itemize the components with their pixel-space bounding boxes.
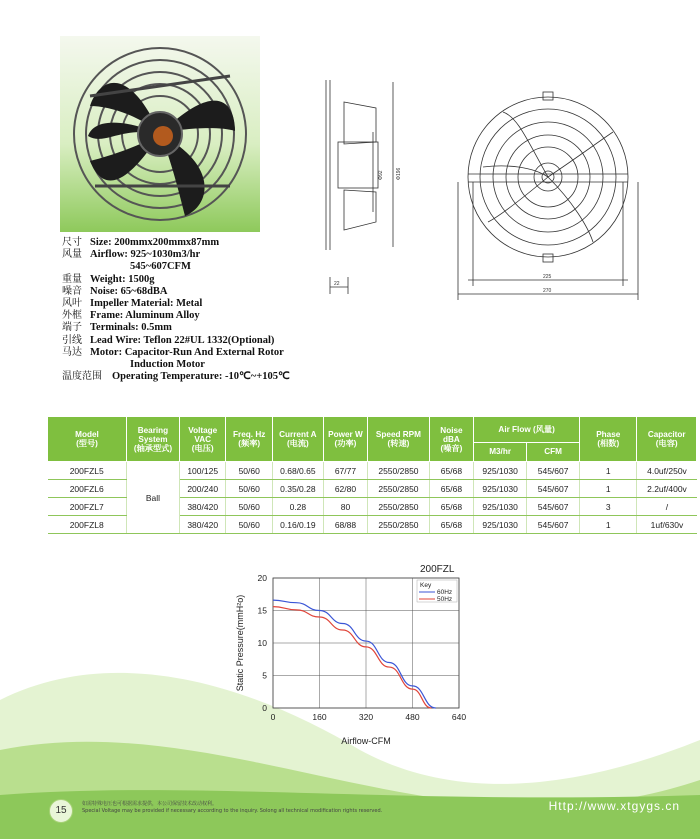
spec-text: Motor: Capacitor-Run And External Rotor (90, 346, 284, 358)
spec-cn-label: 引线 (62, 334, 82, 346)
cell-voltage: 380/420 (179, 498, 226, 516)
spec-row-airflow (62, 249, 290, 261)
spec-text: Terminals: 0.5mm (90, 322, 172, 334)
legend-60hz: 60Hz (437, 589, 453, 596)
performance-chart (225, 560, 475, 755)
cell-model: 200FZL6 (48, 480, 127, 498)
spec-row-impeller (62, 298, 290, 310)
spec-text: Noise: 65~68dBA (90, 285, 168, 297)
spec-text: 545~607CFM (130, 261, 191, 273)
cell-freq: 50/60 (226, 498, 273, 516)
x-tick-label: 480 (405, 712, 420, 722)
th-airflow-cfm: CFM (527, 442, 580, 461)
cell-voltage: 100/125 (179, 462, 226, 480)
cell-noise: 65/68 (429, 480, 473, 498)
spec-text: Induction Motor (130, 359, 205, 371)
chart-ylabel: Static Pressure(mmH²o) (235, 594, 245, 692)
spec-text: Airflow: 925~1030m3/hr (90, 249, 201, 261)
cell-current: 0.35/0.28 (272, 480, 323, 498)
dimension-drawing (318, 72, 693, 312)
chart-title: 200FZL (420, 564, 455, 575)
cell-cfm: 545/607 (527, 516, 580, 534)
th-power: Power W (功率) (323, 417, 367, 462)
y-tick-label: 10 (257, 638, 267, 648)
cell-current: 0.68/0.65 (272, 462, 323, 480)
cell-model: 200FZL8 (48, 516, 127, 534)
chart-legend (417, 580, 457, 603)
th-phase: Phase (相数) (580, 417, 637, 462)
footnote-cn: 如需特殊电压也可根据需求提供，本公司保留技术改动权利。 (82, 801, 218, 807)
th-model: Model (型号) (48, 417, 127, 462)
spec-row-weight (62, 274, 290, 286)
th-speed: Speed RPM (转速) (368, 417, 430, 462)
cell-freq: 50/60 (226, 480, 273, 498)
spec-list (62, 237, 290, 383)
cell-freq: 50/60 (226, 516, 273, 534)
spec-row-airflow-cfm (62, 261, 290, 273)
x-tick-label: 0 (270, 712, 276, 722)
spec-text: Operating Temperature: -10℃~+105℃ (112, 371, 290, 383)
cell-power: 67/77 (323, 462, 367, 480)
spec-cn-label: 尺寸 (62, 237, 82, 248)
technical-drawings (318, 72, 693, 312)
legend-title: Key (420, 582, 432, 589)
website-url[interactable]: Http://www.xtgygs.cn (548, 799, 680, 813)
y-tick-label: 20 (257, 573, 267, 583)
fan-illustration (60, 36, 260, 232)
dim-22: 22 (334, 281, 340, 287)
th-capacitor: Capacitor (电容) (637, 417, 697, 462)
cell-speed: 2550/2850 (368, 498, 430, 516)
spec-cn-label: 外框 (62, 310, 82, 322)
cell-capacitor: 2.2uf/400v (637, 480, 697, 498)
th-freq: Freq. Hz (频率) (226, 417, 273, 462)
y-tick-label: 0 (262, 703, 267, 713)
cell-m3: 925/1030 (474, 498, 527, 516)
cell-current: 0.28 (272, 498, 323, 516)
cell-model: 200FZL5 (48, 462, 127, 480)
y-tick-label: 15 (257, 605, 267, 616)
spec-cn-label: 马达 (62, 346, 82, 358)
cell-phase: 1 (580, 480, 637, 498)
spec-cn-label: 端子 (62, 322, 82, 334)
x-tick-label: 640 (451, 712, 467, 722)
fan-photo (60, 36, 260, 232)
cell-bearing: Ball (126, 462, 179, 534)
spec-row-terminals (62, 322, 290, 334)
cell-capacitor: 1uf/630v (637, 516, 697, 534)
cell-current: 0.16/0.19 (272, 516, 323, 534)
cell-phase: 1 (580, 462, 637, 480)
cell-model: 200FZL7 (48, 498, 127, 516)
cell-voltage: 200/240 (179, 480, 226, 498)
x-tick-label: 320 (358, 712, 374, 722)
chart-svg (225, 560, 475, 755)
dim-phi92: Φ92 (378, 170, 384, 180)
cell-capacitor: 4.0uf/250v (637, 462, 697, 480)
spec-row-motor-cont (62, 359, 290, 371)
cell-freq: 50/60 (226, 462, 273, 480)
th-current: Current A (电流) (272, 417, 323, 462)
spec-cn-label: 重量 (62, 273, 82, 285)
spec-row-motor (62, 347, 290, 359)
cell-power: 62/80 (323, 480, 367, 498)
cell-phase: 3 (580, 498, 637, 516)
spec-text: Lead Wire: Teflon 22#UL 1332(Optional) (90, 334, 275, 346)
spec-row-lead-wire (62, 335, 290, 347)
footnote-en: Special Voltage may be provided if necessary according to the inquiry. Solong all technical modification rights reserved. (82, 808, 383, 814)
cell-cfm: 545/607 (527, 498, 580, 516)
th-airflow-m3: M3/hr (474, 442, 527, 461)
th-voltage: Voltage VAC (电压) (179, 417, 226, 462)
dim-270: 270 (543, 288, 552, 294)
cell-phase: 1 (580, 516, 637, 534)
page-number: 15 (49, 799, 73, 823)
spec-text: Size: 200mmx200mmx87mm (90, 237, 220, 248)
spec-cn-label: 噪音 (62, 285, 82, 297)
cell-m3: 925/1030 (474, 480, 527, 498)
dim-phi196: Φ196 (396, 167, 402, 180)
cell-capacitor: / (637, 498, 697, 516)
dim-225: 225 (543, 274, 552, 280)
cell-noise: 65/68 (429, 498, 473, 516)
spec-cn-label: 温度范围 (62, 371, 102, 383)
th-noise: Noise dBA (噪音) (429, 417, 473, 462)
cell-noise: 65/68 (429, 462, 473, 480)
spec-row-temperature (62, 371, 290, 383)
cell-voltage: 380/420 (179, 516, 226, 534)
x-tick-label: 160 (312, 712, 327, 722)
cell-m3: 925/1030 (474, 462, 527, 480)
spec-row-noise (62, 286, 290, 298)
cell-power: 80 (323, 498, 367, 516)
spec-text: Impeller Material: Metal (90, 298, 203, 310)
cell-speed: 2550/2850 (368, 516, 430, 534)
footnote (82, 801, 382, 815)
spec-text: Frame: Aluminum Alloy (90, 310, 200, 322)
y-tick-label: 5 (262, 670, 267, 681)
chart-xlabel: Airflow-CFM (341, 736, 391, 746)
cell-cfm: 545/607 (527, 462, 580, 480)
cell-noise: 65/68 (429, 516, 473, 534)
spec-cn-label: 风叶 (62, 298, 82, 310)
spec-row-frame (62, 310, 290, 322)
cell-cfm: 545/607 (527, 480, 580, 498)
table-row (48, 462, 697, 480)
th-bearing: Bearing System (轴承型式) (126, 417, 179, 462)
cell-speed: 2550/2850 (368, 462, 430, 480)
cell-speed: 2550/2850 (368, 480, 430, 498)
th-airflow: Air Flow (风量) (474, 417, 580, 443)
cell-power: 68/88 (323, 516, 367, 534)
spec-row-size (62, 237, 290, 249)
spec-cn-label: 风量 (62, 249, 82, 261)
cell-m3: 925/1030 (474, 516, 527, 534)
spec-table (47, 416, 697, 534)
legend-50hz: 50Hz (437, 596, 453, 603)
spec-text: Weight: 1500g (90, 273, 155, 285)
